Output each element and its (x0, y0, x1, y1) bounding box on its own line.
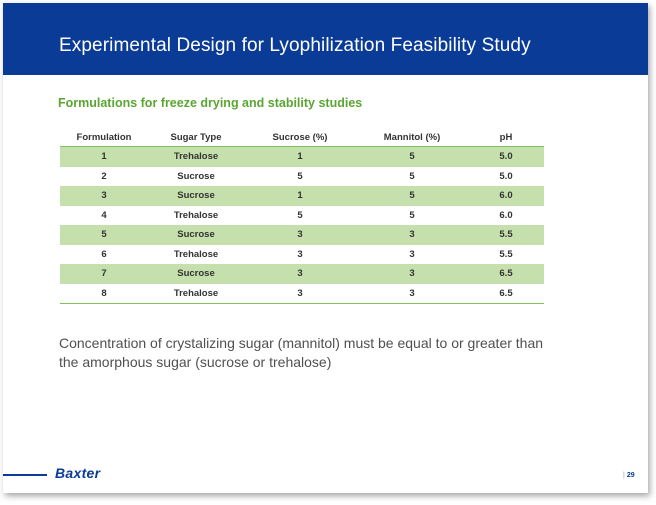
cell-sucrose: 1 (244, 186, 356, 206)
table-row (60, 264, 544, 284)
cell-formulation: 6 (101, 248, 107, 260)
slide (3, 3, 648, 493)
cell-formulation: 8 (60, 284, 148, 304)
concentration-note: Concentration of crystalizing sugar (mannitol) must be equal to or greater than the amorphous sugar (sucrose or trehalose) (59, 335, 544, 370)
cell-mannitol: 5 (356, 186, 468, 206)
cell-mannitol: 3 (409, 248, 415, 260)
cell-ph: 6.5 (468, 264, 544, 284)
slide-title: Experimental Design for Lyophilization Feasibility Study (59, 35, 531, 56)
table-header-row (60, 129, 544, 147)
header-sugar-type: Sugar Type (148, 129, 244, 147)
cell-ph: 5.5 (499, 248, 513, 260)
cell-sucrose: 5 (297, 209, 303, 221)
cell-sucrose: 3 (244, 225, 356, 245)
cell-formulation: 2 (101, 170, 107, 182)
cell-ph: 5.5 (468, 225, 544, 245)
table-row (60, 225, 544, 245)
table-subtitle: Formulations for freeze drying and stability studies (58, 96, 363, 110)
cell-formulation: 4 (101, 209, 107, 221)
cell-mannitol: 5 (356, 147, 468, 167)
footer-divider (3, 474, 47, 476)
cell-formulation: 1 (60, 147, 148, 167)
cell-mannitol: 5 (409, 170, 415, 182)
header-ph: pH (468, 129, 544, 147)
header-sucrose: Sucrose (%) (244, 129, 356, 147)
cell-sucrose: 3 (244, 264, 356, 284)
table-row (60, 147, 544, 167)
cell-ph: 5.0 (468, 147, 544, 167)
cell-sucrose: 3 (297, 248, 303, 260)
baxter-logo: Baxter (55, 465, 101, 481)
cell-sugar-type: Sucrose (148, 186, 244, 206)
title-bar (3, 3, 648, 75)
cell-ph: 6.0 (499, 209, 513, 221)
table-row (60, 167, 544, 187)
cell-sugar-type: Sucrose (177, 170, 215, 182)
cell-mannitol: 5 (409, 209, 415, 221)
cell-sugar-type: Trehalose (173, 248, 219, 260)
cell-formulation: 3 (60, 186, 148, 206)
cell-ph: 6.5 (468, 284, 544, 304)
header-mannitol: Mannitol (%) (356, 129, 468, 147)
cell-sucrose: 1 (244, 147, 356, 167)
cell-sugar-type: Sucrose (148, 264, 244, 284)
table-row (60, 206, 544, 226)
formulation-table (60, 129, 544, 304)
cell-sucrose: 5 (297, 170, 303, 182)
table-row (60, 284, 544, 304)
page-separator: | (623, 472, 625, 479)
page-number-value: 29 (626, 472, 635, 479)
cell-sugar-type: Trehalose (148, 284, 244, 304)
cell-mannitol: 3 (356, 225, 468, 245)
cell-sugar-type: Sucrose (148, 225, 244, 245)
cell-formulation: 5 (60, 225, 148, 245)
header-formulation: Formulation (60, 129, 148, 147)
cell-ph: 6.0 (468, 186, 544, 206)
cell-sugar-type: Trehalose (173, 209, 219, 221)
cell-mannitol: 3 (356, 264, 468, 284)
page-number (623, 472, 635, 479)
table-row (60, 186, 544, 206)
table-row (60, 245, 544, 265)
cell-formulation: 7 (60, 264, 148, 284)
cell-sucrose: 3 (244, 284, 356, 304)
cell-mannitol: 3 (356, 284, 468, 304)
cell-ph: 5.0 (499, 170, 513, 182)
cell-sugar-type: Trehalose (148, 147, 244, 167)
